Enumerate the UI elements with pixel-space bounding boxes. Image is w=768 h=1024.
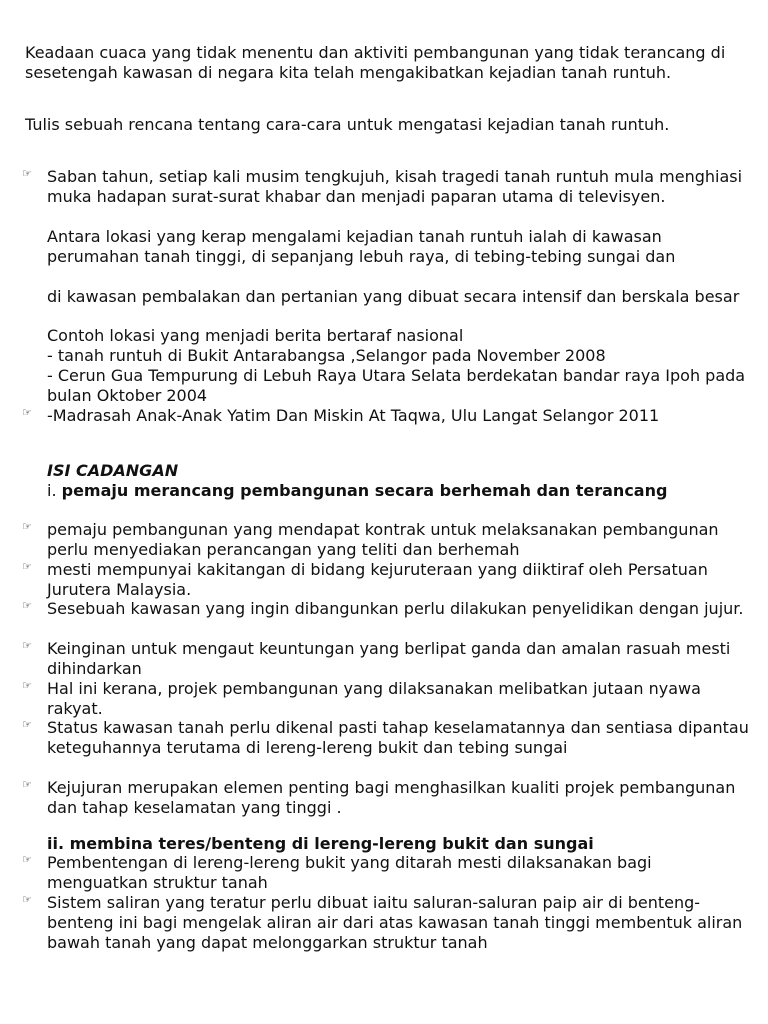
bullet-text: Kejujuran merupakan elemen penting bagi menghasilkan kualiti projek pembangunan dan tahap keselamatan yang tinggi . — [47, 778, 736, 817]
list-item — [22, 639, 752, 679]
continuation-text: di kawasan pembalakan dan pertanian yang dibuat secara intensif dan berskala besar — [47, 287, 740, 306]
pointing-hand-icon: ☞ — [22, 639, 32, 652]
list-item — [22, 520, 752, 560]
subsection-title: pemaju merancang pembangunan secara berhemah dan terancang — [61, 481, 668, 500]
continuation-text: Antara lokasi yang kerap mengalami kejadian tanah runtuh ialah di kawasan perumahan tanah tinggi, di sepanjang lebuh raya, di tebing-tebing sungai dan — [47, 227, 676, 266]
pointing-hand-icon: ☞ — [22, 167, 32, 180]
task-paragraph: Tulis sebuah rencana tentang cara-cara untuk mengatasi kejadian tanah runtuh. — [25, 115, 670, 134]
bullet-text: mesti mempunyai kakitangan di bidang kejuruteraan yang diiktiraf oleh Persatuan Jurutera Malaysia. — [47, 560, 708, 599]
pointing-hand-icon: ☞ — [22, 560, 32, 573]
bullet-text: Sesebuah kawasan yang ingin dibangunkan perlu dilakukan penyelidikan dengan jujur. — [47, 599, 744, 618]
list-item — [22, 167, 752, 207]
bullet-text: Hal ini kerana, projek pembangunan yang dilaksanakan melibatkan jutaan nyawa rakyat. — [47, 679, 701, 718]
continuation-text: Contoh lokasi yang menjadi berita bertaraf nasional — [47, 326, 464, 345]
list-item — [22, 893, 752, 953]
subsection-heading: ii. membina teres/benteng di lereng-lereng bukit dan sungai — [47, 834, 594, 853]
intro-paragraph: Keadaan cuaca yang tidak menentu dan aktiviti pembangunan yang tidak terancang di sesetengah kawasan di negara kita telah mengakibatkan kejadian tanah runtuh. — [25, 43, 726, 82]
list-item — [22, 560, 752, 600]
pointing-hand-icon: ☞ — [22, 718, 32, 731]
bullet-text: Pembentengan di lereng-lereng bukit yang ditarah mesti dilaksanakan bagi menguatkan struktur tanah — [47, 853, 652, 892]
pointing-hand-icon: ☞ — [22, 406, 32, 419]
bullet-text: Saban tahun, setiap kali musim tengkujuh, kisah tragedi tanah runtuh mula menghiasi muka hadapan surat-surat khabar dan menjadi paparan utama di televisyen. — [47, 167, 743, 206]
pointing-hand-icon: ☞ — [22, 778, 32, 791]
bullet-text: -Madrasah Anak-Anak Yatim Dan Miskin At Taqwa, Ulu Langat Selangor 2011 — [47, 406, 660, 425]
list-item — [22, 679, 752, 719]
subsection-number: i. — [47, 481, 57, 500]
list-item — [22, 406, 752, 426]
continuation-text: - tanah runtuh di Bukit Antarabangsa ,Selangor pada November 2008 — [47, 346, 606, 365]
pointing-hand-icon: ☞ — [22, 520, 32, 533]
list-item — [22, 718, 752, 758]
pointing-hand-icon: ☞ — [22, 599, 32, 612]
continuation-text: - Cerun Gua Tempurung di Lebuh Raya Utara Selata berdekatan bandar raya Ipoh pada bulan Oktober 2004 — [47, 366, 746, 405]
pointing-hand-icon: ☞ — [22, 853, 32, 866]
subsection-heading — [47, 481, 747, 501]
pointing-hand-icon: ☞ — [22, 893, 32, 906]
list-item — [22, 853, 752, 893]
bullet-text: Status kawasan tanah perlu dikenal pasti tahap keselamatannya dan sentiasa dipantau keteguhannya terutama di lereng-lereng bukit dan tebing sungai — [47, 718, 749, 757]
bullet-text: pemaju pembangunan yang mendapat kontrak untuk melaksanakan pembangunan perlu menyediakan perancangan yang teliti dan berhemah — [47, 520, 719, 559]
section-heading: ISI CADANGAN — [47, 461, 179, 480]
list-item — [22, 778, 752, 818]
pointing-hand-icon: ☞ — [22, 679, 32, 692]
bullet-text: Keinginan untuk mengaut keuntungan yang berlipat ganda dan amalan rasuah mesti dihindarkan — [47, 639, 731, 678]
list-item — [22, 599, 752, 619]
bullet-text: Sistem saliran yang teratur perlu dibuat iaitu saluran-saluran paip air di benteng-benteng ini bagi mengelak aliran air dari atas kawasan tanah tinggi membentuk aliran bawah tanah yang dapat melonggarkan struktur tanah — [47, 893, 743, 952]
